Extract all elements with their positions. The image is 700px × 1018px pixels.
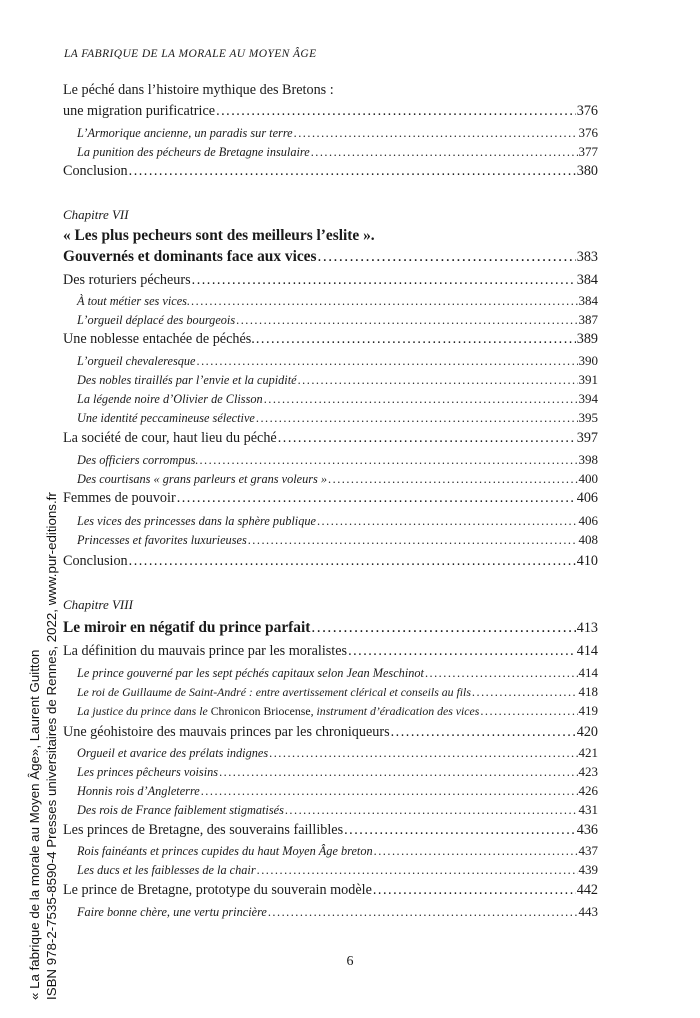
toc-entry-page: 442 [576, 882, 598, 898]
toc-subentry-title: Le roi de Guillaume de Saint-André : entre avertissement clérical et conseils au fils [77, 685, 471, 699]
toc-subentry [77, 783, 598, 799]
toc-subentry-page: 443 [578, 904, 598, 919]
toc-subentry-page: 439 [578, 862, 598, 877]
toc-subentry [77, 410, 598, 426]
toc-subentry [77, 513, 598, 529]
toc-entry-page: 389 [576, 331, 598, 347]
chapter-page: 383 [576, 249, 598, 265]
toc-subentry [77, 391, 598, 407]
toc-subentry-title: L’orgueil chevaleresque [77, 354, 196, 368]
toc-subentry-page: 437 [578, 843, 598, 858]
toc-subentry [77, 532, 598, 548]
chapter-label: Chapitre VIII [63, 597, 133, 612]
toc-subentry-page: 431 [578, 802, 598, 817]
toc-subentry-page: 423 [578, 764, 598, 779]
toc-subentry [77, 862, 598, 878]
toc-entry [63, 331, 598, 348]
toc-subentry-title: Honnis rois d’Angleterre [77, 784, 200, 798]
toc-subentry-page: 400 [578, 471, 598, 486]
chapter-title-line: « Les plus pecheurs sont des meilleurs l’eslite ». [63, 227, 375, 244]
chapter-page: 413 [576, 620, 598, 636]
toc-subentry-title: Rois fainéants et princes cupides du haut Moyen Âge breton [77, 844, 373, 858]
toc-entry-title: une migration purificatrice [63, 103, 216, 119]
toc-entry-conclusion [63, 553, 598, 570]
toc-subentry-title-part: , instrument d’éradication des vices [310, 704, 480, 718]
toc-subentry-title: La punition des pécheurs de Bretagne insulaire [77, 145, 310, 159]
toc-subentry [77, 452, 598, 468]
toc-subentry-page: 418 [578, 684, 598, 699]
chapter-title [63, 248, 598, 266]
toc-subentry-page: 377 [578, 144, 598, 159]
toc-entry [63, 643, 598, 660]
toc-entry [63, 272, 598, 289]
toc-subentry [77, 904, 598, 920]
toc-subentry-page: 394 [578, 391, 598, 406]
toc-entry-title: Une noblesse entachée de péchés. [63, 331, 255, 347]
side-note-line: « La fabrique de la morale au Moyen Âge», Laurent Guitton [27, 649, 42, 1000]
toc-subentry-page: 426 [578, 783, 598, 798]
toc-subentry [77, 353, 598, 369]
running-head: LA FABRIQUE DE LA MORALE AU MOYEN ÂGE [64, 48, 317, 60]
toc-subentry-title: Orgueil et avarice des prélats indignes [77, 746, 269, 760]
toc-subentry-title: Princesses et favorites luxurieuses [77, 533, 247, 547]
toc-subentry-page: 421 [578, 745, 598, 760]
toc-subentry-page: 398 [578, 452, 598, 467]
toc-entry-page: 410 [576, 553, 598, 569]
toc-subentry-title: Les vices des princesses dans la sphère publique [77, 514, 316, 528]
toc-entry-page: 384 [576, 272, 598, 288]
toc-subentry-title: Une identité peccamineuse sélective [77, 411, 255, 425]
toc-entry-heading-line: Le péché dans l’histoire mythique des Bretons : [63, 82, 334, 98]
toc-subentry-page: 384 [578, 293, 598, 308]
toc-subentry-page: 390 [578, 353, 598, 368]
toc-entry [63, 724, 598, 741]
toc-subentry [77, 665, 598, 681]
toc-entry-page: 397 [576, 430, 598, 446]
toc-entry-page: 420 [576, 724, 598, 740]
toc-entry-title: Le prince de Bretagne, prototype du souverain modèle [63, 882, 372, 898]
chapter-title-text: Gouvernés et dominants face aux vices [63, 248, 317, 265]
toc-entry-conclusion [63, 163, 598, 180]
toc-subentry-title: La légende noire d’Olivier de Clisson [77, 392, 263, 406]
toc-subentry-page: 376 [578, 125, 598, 140]
toc-subentry [77, 471, 598, 487]
toc-entry [63, 822, 598, 839]
toc-subentry-title: L’orgueil déplacé des bourgeois [77, 313, 236, 327]
toc-subentry-page: 419 [578, 703, 598, 718]
toc-subentry-title: L’Armorique ancienne, un paradis sur terre [77, 126, 293, 140]
toc-entry-title: Conclusion [63, 553, 128, 569]
toc-subentry-title: Des courtisans « grans parleurs et grans voleurs » [77, 472, 328, 486]
toc-entry [63, 430, 598, 447]
toc-entry-page: 376 [576, 103, 598, 119]
toc-subentry-title: À tout métier ses vices. [77, 294, 191, 308]
toc-subentry [77, 372, 598, 388]
toc-subentry-page: 395 [578, 410, 598, 425]
chapter-title-text: Le miroir en négatif du prince parfait [63, 619, 311, 636]
toc-entry [63, 882, 598, 899]
side-copyright-note [26, 0, 60, 1000]
toc-subentry-title [77, 704, 479, 719]
toc-subentry [77, 312, 598, 328]
page-number: 6 [346, 954, 354, 969]
toc-entry-title: La définition du mauvais prince par les moralistes [63, 643, 348, 659]
toc-subentry-title: Les princes pêcheurs voisins [77, 765, 219, 779]
toc-entry-page: 414 [576, 643, 598, 659]
toc-subentry [77, 703, 598, 719]
toc-subentry-title: Des rois de France faiblement stigmatisés [77, 803, 284, 817]
toc-entry-page: 436 [576, 822, 598, 838]
toc-subentry-page: 387 [578, 312, 598, 327]
toc-entry-title: Conclusion [63, 163, 128, 179]
toc-entry-title: Femmes de pouvoir [63, 490, 176, 506]
toc-subentry [77, 144, 598, 160]
toc-subentry [77, 745, 598, 761]
toc-subentry-page: 408 [578, 532, 598, 547]
toc-subentry [77, 293, 598, 309]
toc-entry-title: La société de cour, haut lieu du péché [63, 430, 277, 446]
toc-subentry [77, 684, 598, 700]
toc-entry-title: Une géohistoire des mauvais princes par les chroniqueurs [63, 724, 390, 740]
toc-subentry-title: Des officiers corrompus. [77, 453, 199, 467]
toc-subentry-title: Des nobles tiraillés par l’envie et la cupidité [77, 373, 297, 387]
toc-subentry [77, 843, 598, 859]
toc-subentry [77, 764, 598, 780]
toc-subentry-title-part: La justice du prince dans le [77, 704, 208, 718]
toc-subentry-page: 406 [578, 513, 598, 528]
toc-entry-page: 380 [576, 163, 598, 179]
toc-entry [63, 103, 598, 120]
toc-entry [63, 490, 598, 507]
chapter-title [63, 619, 598, 637]
toc-entry-page: 406 [576, 490, 598, 506]
toc-subentry-title: Le prince gouverné par les sept péchés capitaux selon Jean Meschinot [77, 666, 424, 680]
chapter-label: Chapitre VII [63, 207, 129, 222]
toc-entry-title: Les princes de Bretagne, des souverains faillibles [63, 822, 344, 838]
toc-entry-title: Des roturiers pécheurs [63, 272, 191, 288]
toc-subentry-page: 414 [578, 665, 598, 680]
toc-subentry-title: Les ducs et les faiblesses de la chair [77, 863, 256, 877]
toc-subentry [77, 802, 598, 818]
work-title: Chronicon Briocense [210, 704, 311, 718]
side-note-line: ISBN 978-2-7535-8590-4 Presses universitaires de Rennes, 2022, www.pur-editions.fr [44, 492, 59, 1000]
toc-subentry [77, 125, 598, 141]
toc-subentry-title: Faire bonne chère, une vertu princière [77, 905, 267, 919]
toc-subentry-page: 391 [578, 372, 598, 387]
